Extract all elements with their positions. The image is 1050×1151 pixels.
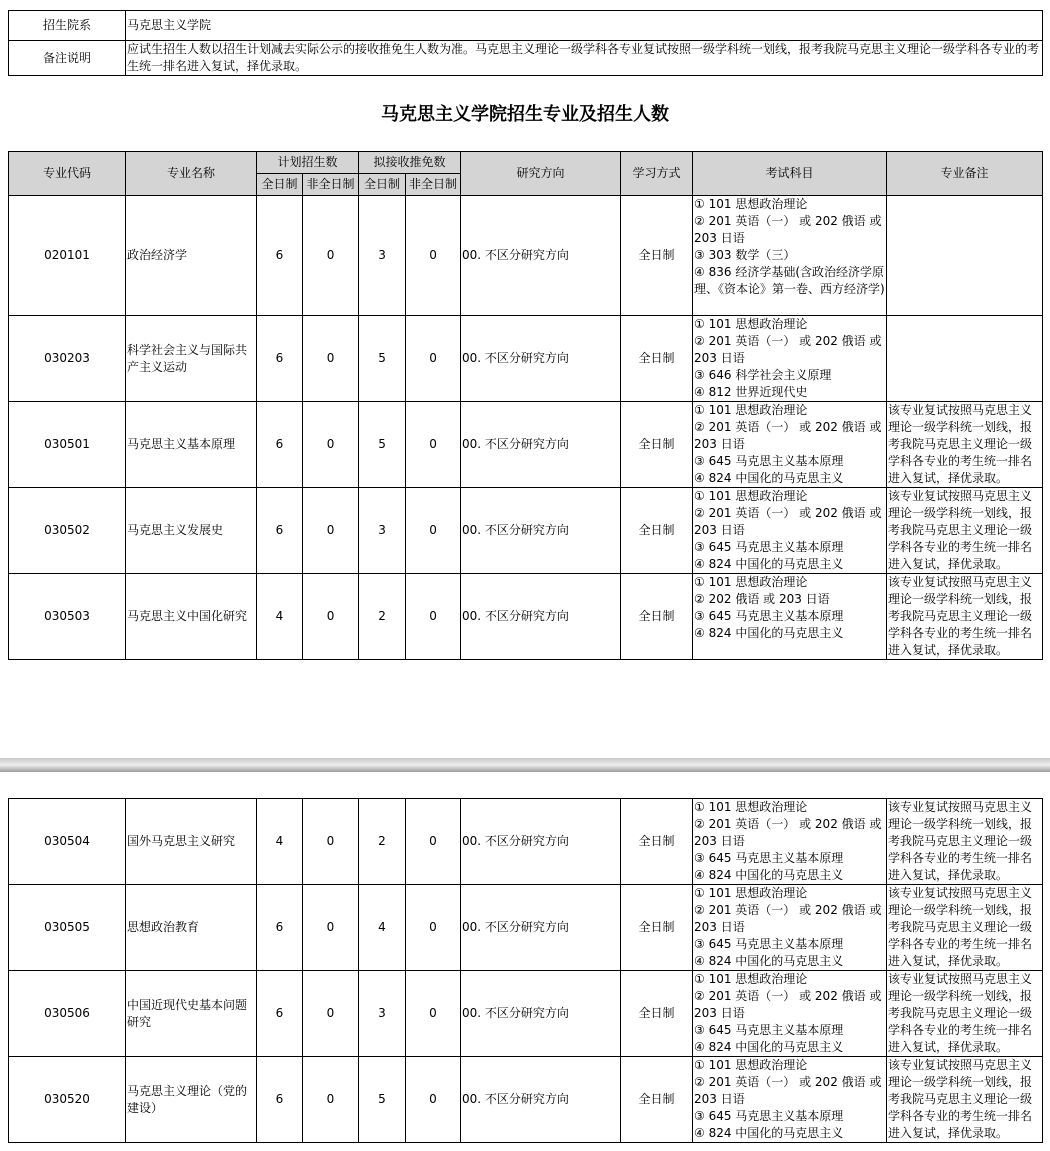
table-row — [9, 971, 1043, 1057]
exempt-part-count: 0 — [406, 488, 461, 574]
research-direction: 00. 不区分研究方向 — [461, 885, 621, 971]
research-direction: 00. 不区分研究方向 — [461, 316, 621, 402]
header-plan: 计划招生数 — [257, 152, 359, 174]
exam-subjects — [693, 885, 887, 971]
plan-full-count: 4 — [257, 799, 303, 885]
exempt-part-count: 0 — [406, 574, 461, 660]
exam-subjects — [693, 488, 887, 574]
major-code: 030505 — [9, 885, 126, 971]
plan-part-count: 0 — [303, 196, 359, 316]
exam-subject: ② 201 英语（一） 或 202 俄语 或 203 日语 — [694, 989, 882, 1020]
exam-subject: ④ 824 中国化的马克思主义 — [694, 1040, 844, 1054]
major-code: 030501 — [9, 402, 126, 488]
header-exempt-full: 全日制 — [359, 174, 406, 196]
plan-part-count: 0 — [303, 316, 359, 402]
major-note: 该专业复试按照马克思主义理论一级学科统一划线，报考我院马克思主义理论一级学科各专业的考生统一排名进入复试，择优录取。 — [887, 799, 1043, 885]
exam-subject: ② 201 英语（一） 或 202 俄语 或 203 日语 — [694, 903, 882, 934]
header-plan-full: 全日制 — [257, 174, 303, 196]
info-table — [8, 10, 1043, 76]
plan-part-count: 0 — [303, 1057, 359, 1143]
plan-full-count: 4 — [257, 574, 303, 660]
major-note: 该专业复试按照马克思主义理论一级学科统一划线，报考我院马克思主义理论一级学科各专业的考生统一排名进入复试，择优录取。 — [887, 1057, 1043, 1143]
major-code: 030503 — [9, 574, 126, 660]
exam-subject: ③ 645 马克思主义基本原理 — [694, 540, 844, 554]
major-name: 中国近现代史基本问题研究 — [126, 971, 257, 1057]
exam-subject: ① 101 思想政治理论 — [694, 886, 808, 900]
exam-subjects — [693, 799, 887, 885]
research-direction: 00. 不区分研究方向 — [461, 196, 621, 316]
exam-subject: ③ 645 马克思主义基本原理 — [694, 454, 844, 468]
exempt-part-count: 0 — [406, 316, 461, 402]
major-name: 马克思主义中国化研究 — [126, 574, 257, 660]
exam-subject: ① 101 思想政治理论 — [694, 197, 808, 211]
table-row — [9, 488, 1043, 574]
major-note: 该专业复试按照马克思主义理论一级学科统一划线，报考我院马克思主义理论一级学科各专业的考生统一排名进入复试，择优录取。 — [887, 885, 1043, 971]
exam-subject: ① 101 思想政治理论 — [694, 489, 808, 503]
exam-subject: ③ 645 马克思主义基本原理 — [694, 851, 844, 865]
exam-subject: ② 201 英语（一） 或 202 俄语 或 203 日语 — [694, 214, 882, 245]
header-code: 专业代码 — [9, 152, 126, 196]
major-name: 科学社会主义与国际共产主义运动 — [126, 316, 257, 402]
table-row — [9, 885, 1043, 971]
exam-subject: ④ 812 世界近现代史 — [694, 385, 808, 399]
header-plan-part: 非全日制 — [303, 174, 359, 196]
plan-full-count: 6 — [257, 196, 303, 316]
exempt-full-count: 3 — [359, 488, 406, 574]
study-mode: 全日制 — [621, 971, 693, 1057]
plan-full-count: 6 — [257, 488, 303, 574]
table-row — [9, 1057, 1043, 1143]
exam-subject: ② 201 英语（一） 或 202 俄语 或 203 日语 — [694, 420, 882, 451]
major-name: 政治经济学 — [126, 196, 257, 316]
major-note: 该专业复试按照马克思主义理论一级学科统一划线，报考我院马克思主义理论一级学科各专业的考生统一排名进入复试，择优录取。 — [887, 574, 1043, 660]
major-note: 该专业复试按照马克思主义理论一级学科统一划线，报考我院马克思主义理论一级学科各专业的考生统一排名进入复试，择优录取。 — [887, 402, 1043, 488]
exempt-full-count: 5 — [359, 1057, 406, 1143]
research-direction: 00. 不区分研究方向 — [461, 402, 621, 488]
major-code: 030520 — [9, 1057, 126, 1143]
exempt-full-count: 3 — [359, 196, 406, 316]
header-exam: 考试科目 — [693, 152, 887, 196]
plan-full-count: 6 — [257, 971, 303, 1057]
exam-subject: ③ 645 马克思主义基本原理 — [694, 609, 844, 623]
major-name: 马克思主义发展史 — [126, 488, 257, 574]
major-code: 020101 — [9, 196, 126, 316]
table-row — [9, 574, 1043, 660]
exam-subject: ③ 645 马克思主义基本原理 — [694, 937, 844, 951]
study-mode: 全日制 — [621, 885, 693, 971]
plan-part-count: 0 — [303, 885, 359, 971]
study-mode: 全日制 — [621, 488, 693, 574]
major-code: 030506 — [9, 971, 126, 1057]
plan-full-count: 6 — [257, 1057, 303, 1143]
exempt-full-count: 2 — [359, 574, 406, 660]
majors-table-continued — [8, 798, 1043, 1143]
header-exempt: 拟接收推免数 — [359, 152, 461, 174]
exam-subject: ④ 824 中国化的马克思主义 — [694, 626, 844, 640]
exam-subject: ① 101 思想政治理论 — [694, 1058, 808, 1072]
exempt-full-count: 2 — [359, 799, 406, 885]
exam-subjects — [693, 196, 887, 316]
major-code: 030203 — [9, 316, 126, 402]
exam-subject: ③ 645 马克思主义基本原理 — [694, 1109, 844, 1123]
exam-subject: ③ 645 马克思主义基本原理 — [694, 1023, 844, 1037]
study-mode: 全日制 — [621, 316, 693, 402]
major-code: 030504 — [9, 799, 126, 885]
exam-subject: ① 101 思想政治理论 — [694, 575, 808, 589]
study-mode: 全日制 — [621, 402, 693, 488]
table-row — [9, 402, 1043, 488]
plan-part-count: 0 — [303, 971, 359, 1057]
plan-part-count: 0 — [303, 402, 359, 488]
exempt-full-count: 3 — [359, 971, 406, 1057]
exam-subject: ② 201 英语（一） 或 202 俄语 或 203 日语 — [694, 1075, 882, 1106]
exam-subject: ① 101 思想政治理论 — [694, 800, 808, 814]
exempt-part-count: 0 — [406, 971, 461, 1057]
major-name: 马克思主义基本原理 — [126, 402, 257, 488]
exempt-part-count: 0 — [406, 196, 461, 316]
exam-subject: ④ 824 中国化的马克思主义 — [694, 471, 844, 485]
exempt-part-count: 0 — [406, 402, 461, 488]
dept-label: 招生院系 — [9, 11, 126, 41]
exam-subject: ② 201 英语（一） 或 202 俄语 或 203 日语 — [694, 334, 882, 365]
exam-subject: ④ 824 中国化的马克思主义 — [694, 868, 844, 882]
exempt-full-count: 5 — [359, 402, 406, 488]
exam-subjects — [693, 402, 887, 488]
major-note — [887, 316, 1043, 402]
study-mode: 全日制 — [621, 574, 693, 660]
plan-full-count: 6 — [257, 402, 303, 488]
study-mode: 全日制 — [621, 1057, 693, 1143]
exam-subjects — [693, 574, 887, 660]
study-mode: 全日制 — [621, 799, 693, 885]
exam-subject: ① 101 思想政治理论 — [694, 403, 808, 417]
header-name: 专业名称 — [126, 152, 257, 196]
exam-subject: ② 201 英语（一） 或 202 俄语 或 203 日语 — [694, 817, 882, 848]
exam-subjects — [693, 1057, 887, 1143]
header-mode: 学习方式 — [621, 152, 693, 196]
exam-subject: ① 101 思想政治理论 — [694, 972, 808, 986]
research-direction: 00. 不区分研究方向 — [461, 574, 621, 660]
remark-value: 应试生招生人数以招生计划减去实际公示的接收推免生人数为准。马克思主义理论一级学科各专业复试按照一级学科统一划线，报考我院马克思主义理论一级学科各专业的考生统一排名进入复试，择优录取。 — [126, 41, 1043, 76]
header-direction: 研究方向 — [461, 152, 621, 196]
major-note: 该专业复试按照马克思主义理论一级学科统一划线，报考我院马克思主义理论一级学科各专业的考生统一排名进入复试，择优录取。 — [887, 488, 1043, 574]
plan-part-count: 0 — [303, 799, 359, 885]
majors-table — [8, 151, 1043, 660]
research-direction: 00. 不区分研究方向 — [461, 1057, 621, 1143]
major-note: 该专业复试按照马克思主义理论一级学科统一划线，报考我院马克思主义理论一级学科各专业的考生统一排名进入复试，择优录取。 — [887, 971, 1043, 1057]
major-name: 思想政治教育 — [126, 885, 257, 971]
exempt-full-count: 5 — [359, 316, 406, 402]
major-note — [887, 196, 1043, 316]
plan-part-count: 0 — [303, 574, 359, 660]
exam-subject: ④ 824 中国化的马克思主义 — [694, 1126, 844, 1140]
major-name: 马克思主义理论（党的建设） — [126, 1057, 257, 1143]
exempt-part-count: 0 — [406, 1057, 461, 1143]
plan-full-count: 6 — [257, 316, 303, 402]
exempt-full-count: 4 — [359, 885, 406, 971]
exam-subject: ① 101 思想政治理论 — [694, 317, 808, 331]
header-exempt-part: 非全日制 — [406, 174, 461, 196]
exam-subject: ② 201 英语（一） 或 202 俄语 或 203 日语 — [694, 506, 882, 537]
plan-part-count: 0 — [303, 488, 359, 574]
exam-subject: ③ 646 科学社会主义原理 — [694, 368, 832, 382]
exempt-part-count: 0 — [406, 799, 461, 885]
page-break — [0, 758, 1050, 772]
plan-full-count: 6 — [257, 885, 303, 971]
exam-subject: ③ 303 数学（三） — [694, 248, 796, 262]
study-mode: 全日制 — [621, 196, 693, 316]
exam-subject: ④ 836 经济学基础(含政治经济学原理、《资本论》第一卷、西方经济学) — [694, 265, 885, 296]
major-code: 030502 — [9, 488, 126, 574]
major-name: 国外马克思主义研究 — [126, 799, 257, 885]
exam-subject: ④ 824 中国化的马克思主义 — [694, 954, 844, 968]
exempt-part-count: 0 — [406, 885, 461, 971]
table-row — [9, 316, 1043, 402]
remark-label: 备注说明 — [9, 41, 126, 76]
exam-subjects — [693, 316, 887, 402]
exam-subject: ④ 824 中国化的马克思主义 — [694, 557, 844, 571]
dept-value: 马克思主义学院 — [126, 11, 1043, 41]
research-direction: 00. 不区分研究方向 — [461, 799, 621, 885]
table-row — [9, 196, 1043, 316]
research-direction: 00. 不区分研究方向 — [461, 488, 621, 574]
header-note: 专业备注 — [887, 152, 1043, 196]
table-row — [9, 799, 1043, 885]
exam-subject: ② 202 俄语 或 203 日语 — [694, 592, 830, 606]
page-title: 马克思主义学院招生专业及招生人数 — [381, 104, 669, 125]
exam-subjects — [693, 971, 887, 1057]
research-direction: 00. 不区分研究方向 — [461, 971, 621, 1057]
